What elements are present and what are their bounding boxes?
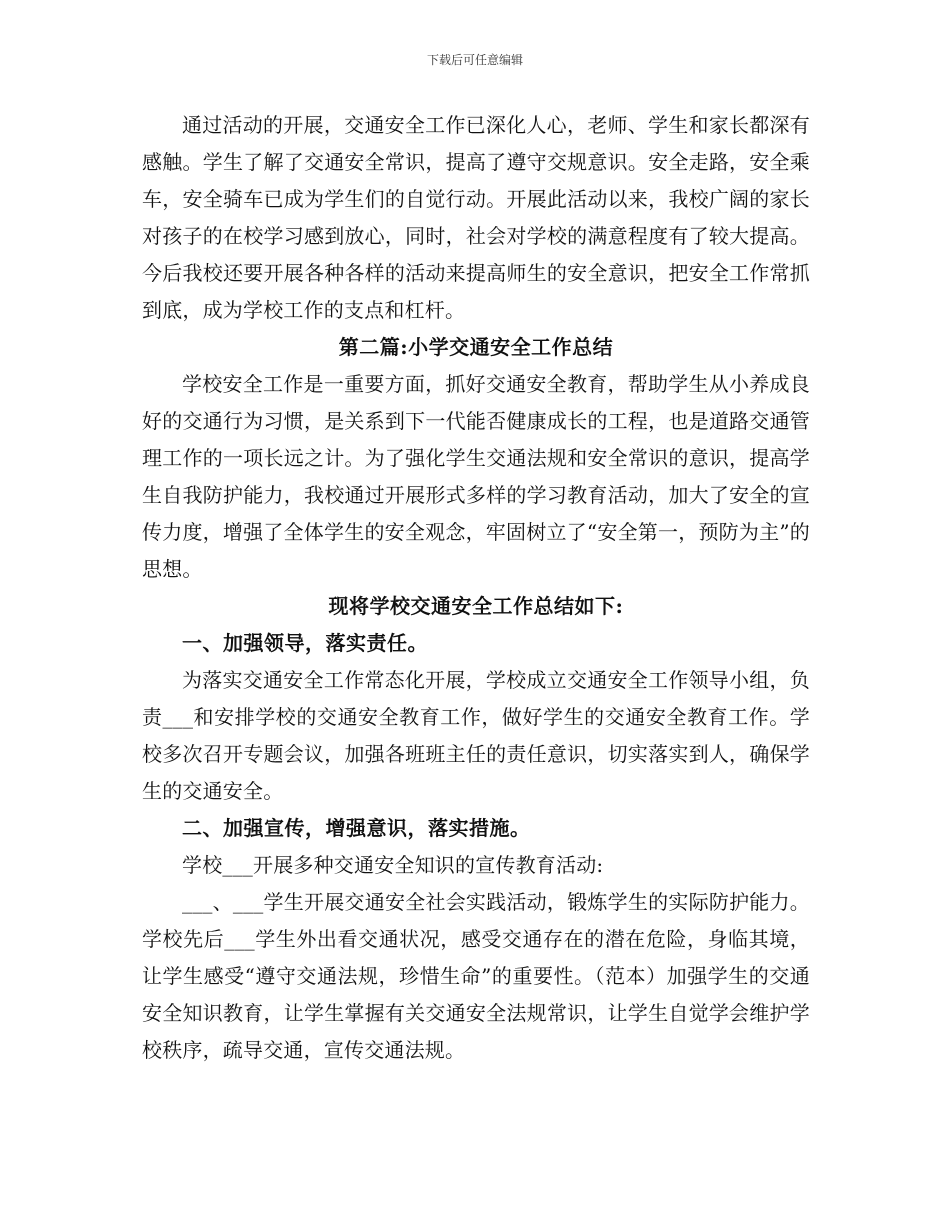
document-body bbox=[142, 107, 810, 1069]
paragraph-safety-importance: 学校安全工作是一重要方面，抓好交通安全教育，帮助学生从小养成良好的交通行为习惯，是关系到下一代能否健康成长的工程，也是道路交通管理工作的一项长远之计。为了强化学生交通法规和安全常识的意识，提高学生自我防护能力，我校通过开展形式多样的学习教育活动，加大了安全的宣传力度，增强了全体学生的安全观念，牢固树立了“安全第一，预防为主”的思想。 bbox=[142, 372, 810, 581]
page-header: 下载后可任意编辑 bbox=[426, 53, 523, 67]
section-heading-publicity: 二、加强宣传，增强意识，落实措施。 bbox=[182, 816, 531, 840]
article-title-part-two: 第二篇:小学交通安全工作总结 bbox=[338, 335, 614, 359]
paragraph-publicity-intro: 学校___开展多种交通安全知识的宣传教育活动: bbox=[182, 853, 604, 877]
summary-heading: 现将学校交通安全工作总结如下: bbox=[328, 594, 624, 618]
paragraph-activity-summary: 通过活动的开展，交通安全工作已深化人心，老师、学生和家长都深有感触。学生了解了交通安全常识，提高了遵守交规意识。安全走路，安全乘车，安全骑车已成为学生们的自觉行动。开展此活动以来，我校广阔的家长对孩子的在校学习感到放心，同时，社会对学校的满意程度有了较大提高。今后我校还要开展各种各样的活动来提高师生的安全意识，把安全工作常抓到底，成为学校工作的支点和杠杆。 bbox=[142, 113, 810, 322]
section-heading-leadership: 一、加强领导，落实责任。 bbox=[182, 631, 428, 655]
paragraph-practice-activities: ___、___学生开展交通安全社会实践活动，锻炼学生的实际防护能力。学校先后___学生外出看交通状况，感受交通存在的潜在危险，身临其境，让学生感受“遵守交通法规，珍惜生命”的重要性。（范本）加强学生的交通安全知识教育，让学生掌握有关交通安全法规常识，让学生自觉学会维护学校秩序，疏导交通，宣传交通法规。 bbox=[142, 890, 810, 1062]
paragraph-leadership: 为落实交通安全工作常态化开展，学校成立交通安全工作领导小组，负责___和安排学校的交通安全教育工作，做好学生的交通安全教育工作。学校多次召开专题会议，加强各班班主任的责任意识，切实落实到人，确保学生的交通安全。 bbox=[142, 668, 810, 803]
